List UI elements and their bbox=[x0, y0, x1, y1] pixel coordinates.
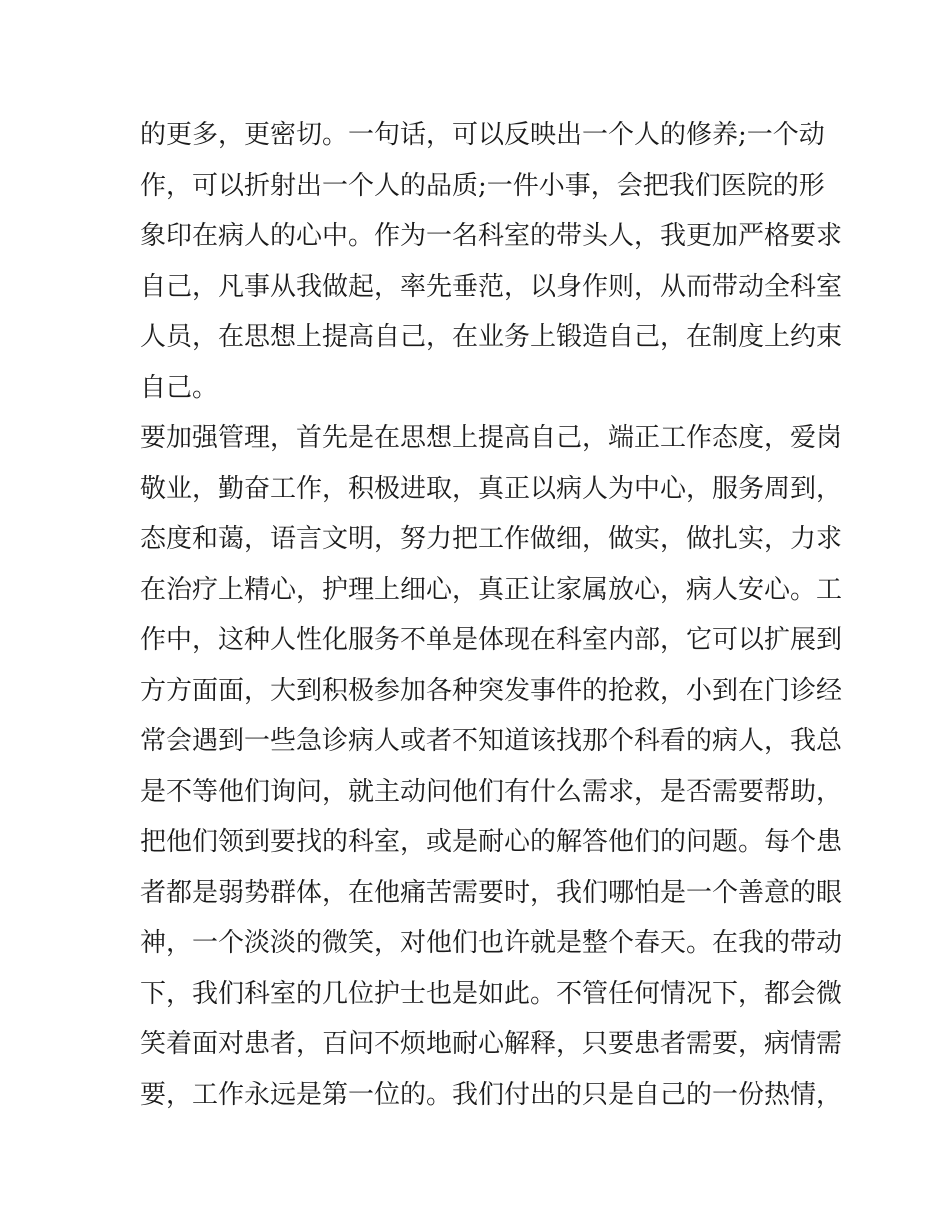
text-line: 常会遇到一些急诊病人或者不知道该找那个科看的病人，我总 bbox=[140, 726, 843, 756]
text-line: 敬业，勤奋工作，积极进取，真正以病人为中心，服务周到， bbox=[140, 473, 843, 504]
text-line: 是不等他们询问，就主动问他们有什么需求，是否需要帮助， bbox=[140, 776, 843, 807]
text-line: 下，我们科室的几位护士也是如此。不管任何情况下，都会微 bbox=[140, 978, 843, 1009]
text-line: 要加强管理，首先是在思想上提高自己，端正工作态度，爱岗 bbox=[140, 423, 843, 453]
text-line: 作中，这种人性化服务不单是体现在科室内部，它可以扩展到 bbox=[140, 625, 843, 655]
text-line: 者都是弱势群体，在他痛苦需要时，我们哪怕是一个善意的眼 bbox=[140, 877, 843, 908]
text-line: 自己，凡事从我做起，率先垂范，以身作则，从而带动全科室 bbox=[140, 271, 843, 302]
text-line: 人员，在思想上提高自己，在业务上锻造自己，在制度上约束 bbox=[140, 322, 843, 352]
text-line: 在治疗上精心，护理上细心，真正让家属放心，病人安心。工 bbox=[140, 574, 843, 605]
text-line: 作，可以折射出一个人的品质;一件小事，会把我们医院的形 bbox=[140, 170, 825, 201]
text-line: 自己。 bbox=[140, 372, 219, 403]
text-line: 象印在病人的心中。作为一名科室的带头人，我更加严格要求 bbox=[140, 221, 843, 251]
text-line: 态度和蔼，语言文明，努力把工作做细，做实，做扎实，力求 bbox=[140, 524, 843, 554]
body-text bbox=[140, 110, 843, 1120]
text-line: 的更多，更密切。一句话，可以反映出一个人的修养;一个动 bbox=[140, 120, 825, 150]
text-line: 把他们领到要找的科室，或是耐心的解答他们的问题。每个患 bbox=[140, 827, 843, 857]
text-line: 方方面面，大到积极参加各种突发事件的抢救，小到在门诊经 bbox=[140, 675, 843, 706]
text-line: 要，工作永远是第一位的。我们付出的只是自己的一份热情， bbox=[140, 1079, 843, 1110]
text-line: 神，一个淡淡的微笑，对他们也许就是整个春天。在我的带动 bbox=[140, 928, 843, 958]
text-line: 笑着面对患者，百问不烦地耐心解释，只要患者需要，病情需 bbox=[140, 1029, 843, 1059]
